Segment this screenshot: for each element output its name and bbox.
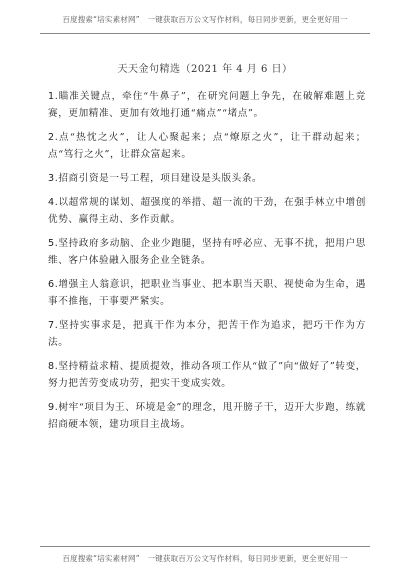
- header-divider: [40, 33, 370, 34]
- paragraph-1: [48, 88, 366, 122]
- paragraph-2: [48, 129, 366, 163]
- paragraph-text: 坚持实事求是，把真干作为本分，把苦干作为追求，把巧干作为方法。: [48, 320, 366, 348]
- document-body: [48, 88, 366, 440]
- paragraph-number: 5.: [48, 238, 59, 249]
- paragraph-4: [48, 194, 366, 228]
- paragraph-text: 招商引资是一号工程，项目建设是头版头条。: [58, 173, 263, 184]
- paragraph-text: 坚持政府多动脑、企业少跑腿，坚持有呼必应、无事不扰，把用户思维、客户体验融入服务企业全链条。: [48, 238, 366, 266]
- paragraph-text: 瞄准关键点，牵住“牛鼻子”，在研究问题上争先，在破解难题上竞赛，更加精准、更加有效地打通“痛点”“堵点”。: [48, 91, 366, 119]
- paragraph-number: 3.: [48, 173, 59, 184]
- paragraph-number: 1.: [48, 91, 59, 102]
- document-title: 天天金句精选（2021 年 4 月 6 日）: [117, 64, 293, 75]
- paragraph-text: 树牢“项目为王、环境是金”的理念，甩开膀子干，迈开大步跑，练就招商硬本领，建功项目主战场。: [48, 402, 366, 430]
- paragraph-6: [48, 276, 366, 310]
- paragraph-number: 9.: [48, 402, 59, 413]
- paragraph-8: [48, 358, 366, 392]
- paragraph-text: 以超常规的谋划、超强度的举措、超一流的干劲，在强手林立中增创优势、赢得主动、多作贡献。: [48, 197, 366, 225]
- footer-banner: 百度搜索“培实素材网” 一键获取百万公文写作材料，每日同步更新，更全更好用一: [62, 554, 348, 563]
- paragraph-text: 坚持精益求精、提质提效，推动各项工作从“做了”向“做好了”转变，努力把苦劳变成功劳，把实干变成实效。: [48, 361, 366, 389]
- paragraph-9: [48, 399, 366, 433]
- paragraph-number: 4.: [48, 197, 59, 208]
- footer-divider: [40, 546, 370, 547]
- paragraph-number: 6.: [48, 279, 59, 290]
- paragraph-3: [48, 170, 366, 187]
- paragraph-7: [48, 317, 366, 351]
- paragraph-text: 增强主人翁意识，把职业当事业、把本职当天职、视使命为生命，遇事不推拖，干事要严紧实。: [48, 279, 366, 307]
- paragraph-5: [48, 235, 366, 269]
- paragraph-text: 点“热忱之火”，让人心聚起来；点“燎原之火”，让干群动起来；点“笃行之火”，让群众富起来。: [48, 132, 366, 160]
- paragraph-number: 2.: [48, 132, 59, 143]
- paragraph-number: 7.: [48, 320, 59, 331]
- paragraph-number: 8.: [48, 361, 59, 372]
- header-banner: 百度搜索“培实素材网” 一键获取百万公文写作材料，每日同步更新，更全更好用一: [62, 15, 348, 24]
